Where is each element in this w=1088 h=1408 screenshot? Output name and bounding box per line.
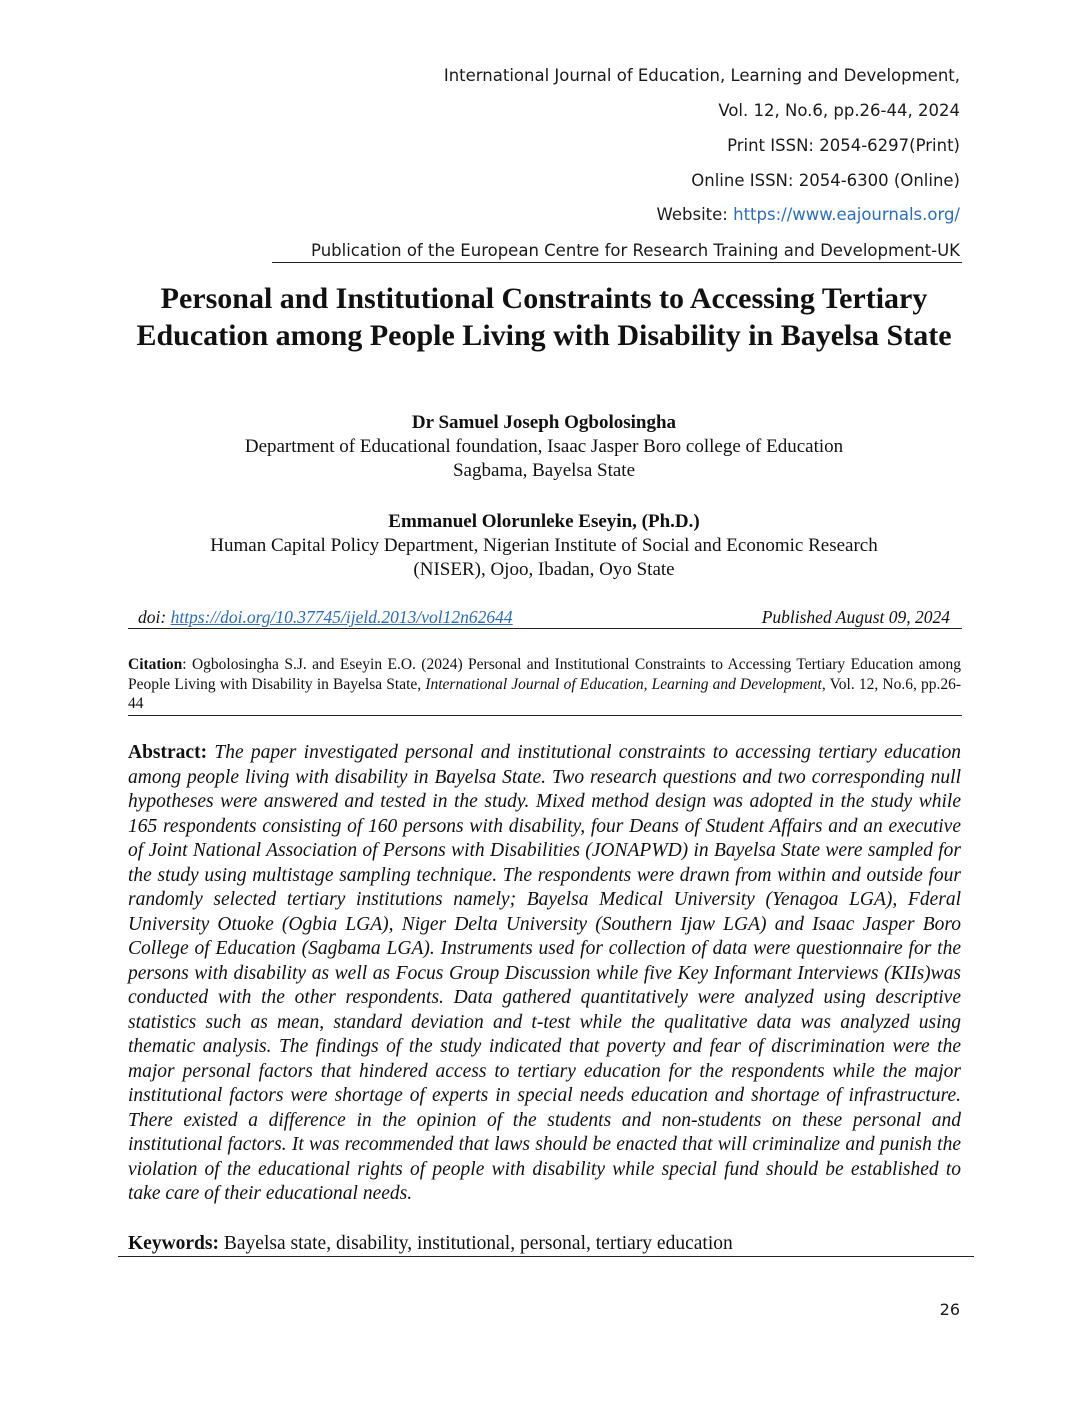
doi-link[interactable]: https://doi.org/10.37745/ijeld.2013/vol12n62644	[170, 607, 513, 627]
abstract-text: The paper investigated personal and institutional constraints to accessing tertiary education among people living with disability in Bayelsa State. Two research questions and two corresponding null hypotheses were answered and tested in the study. Mixed method design was adopted in the study while 165 respondents consisting of 160 persons with disability, four Deans of Student Affairs and an executive of Joint National Association of Persons with Disabilities (JONAPWD) in Bayelsa State were sampled for the study using multistage sampling technique. The respondents were drawn from within and outside four randomly selected tertiary institutions namely; Bayelsa Medical University (Yenagoa LGA), Fderal University Otuoke (Ogbia LGA), Niger Delta University (Southern Ijaw LGA) and Isaac Jasper Boro College of Education (Sagbama LGA). Instruments used for collection of data were questionnaire for the persons with disability as well as Focus Group Discussion while five Key Informant Interviews (KIIs)was conducted with the other respondents. Data gathered quantitatively were analyzed using descriptive statistics such as mean, standard deviation and t-test while the qualitative data was analyzed using thematic analysis. The findings of the study indicated that poverty and fear of discrimination were the major personal factors that hindered access to tertiary education for the respondents while the major institutional factors were shortage of experts in special needs education and shortage of infrastructure. There existed a difference in the opinion of the students and non-students on these personal and institutional factors. It was recommended that laws should be enacted that will criminalize and punish the violation of the educational rights of people with disability while special fund should be established to take care of their educational needs.	[128, 742, 961, 1204]
abstract	[128, 741, 961, 1207]
keywords-label: Keywords:	[128, 1233, 219, 1254]
published-date: Published August 09, 2024	[761, 607, 950, 627]
author-affiliation: Department of Educational foundation, Isaac Jasper Boro college of Education	[244, 436, 844, 457]
keywords	[128, 1232, 961, 1256]
journal-volume: Vol. 12, No.6, pp.26-44, 2024	[718, 101, 960, 120]
author-name: Emmanuel Olorunleke Eseyin, (Ph.D.)	[388, 511, 700, 532]
doi-divider	[128, 628, 962, 629]
author-affiliation: Human Capital Policy Department, Nigerian Institute of Social and Economic Research	[210, 535, 878, 556]
author-block-1	[120, 411, 968, 483]
author-affiliation: Sagbama, Bayelsa State	[452, 460, 636, 481]
print-issn: Print ISSN: 2054-6297(Print)	[727, 136, 960, 155]
author-name: Dr Samuel Joseph Ogbolosingha	[411, 412, 677, 433]
citation-journal: International Journal of Education, Learning and Development	[425, 675, 822, 693]
keywords-text: Bayelsa state, disability, institutional, personal, tertiary education	[219, 1233, 733, 1254]
author-affiliation: (NISER), Ojoo, Ibadan, Oyo State	[413, 559, 675, 580]
author-block-2	[120, 510, 968, 582]
online-issn: Online ISSN: 2054-6300 (Online)	[691, 171, 960, 190]
doi	[138, 607, 513, 628]
page-number: 26	[939, 1300, 960, 1319]
header-divider	[272, 262, 962, 263]
journal-name: International Journal of Education, Learning and Development,	[443, 66, 960, 85]
citation-volume: , Vol. 12, No.6, pp.26-44	[128, 675, 962, 712]
paper-title: Personal and Institutional Constraints to Accessing Tertiary Education among People Living with Disability in Bayelsa State	[136, 282, 952, 352]
citation-label: Citation	[128, 656, 183, 673]
publisher-line: Publication of the European Centre for Research Training and Development-UK	[311, 241, 960, 260]
website-line	[657, 205, 960, 224]
doi-label: doi:	[138, 607, 171, 627]
citation	[128, 655, 961, 714]
website-label: Website:	[656, 205, 734, 224]
keywords-divider	[118, 1256, 974, 1257]
citation-text: : Ogbolosingha S.J. and Eseyin E.O. (2024) Personal and Institutional Constraints to Accessing Tertiary Education among People Living with Disability in Bayelsa State,	[128, 656, 961, 693]
citation-divider	[128, 715, 962, 716]
website-link[interactable]: https://www.eajournals.org/	[733, 205, 960, 224]
abstract-label: Abstract:	[128, 742, 208, 763]
